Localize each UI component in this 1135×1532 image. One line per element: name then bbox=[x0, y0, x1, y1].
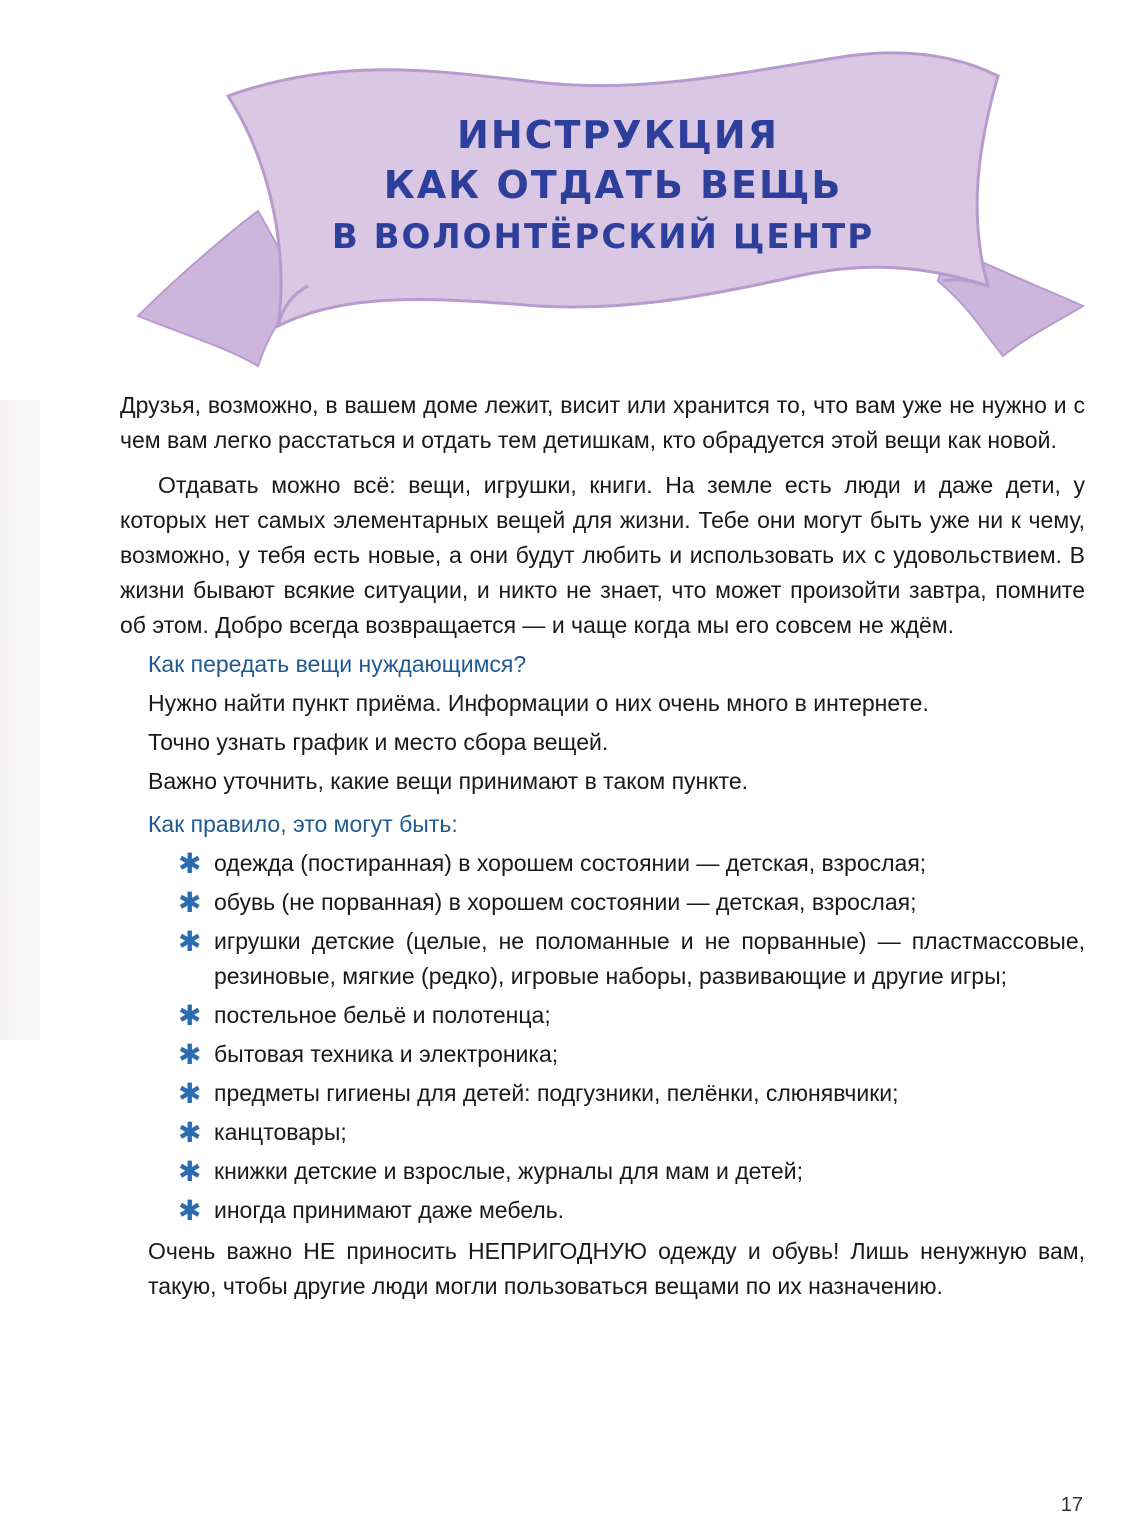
closing-paragraph: Очень важно НЕ приносить НЕПРИГОДНУЮ одежду и обувь! Лишь ненужную вам, такую, чтобы другие люди могли пользоваться вещами по их назначению. bbox=[148, 1238, 1085, 1299]
main-paragraph: Отдавать можно всё: вещи, игрушки, книги. На земле есть люди и даже дети, у которых нет самых элементарных вещей для жизни. Тебе они могут быть уже ни к чему, возможно, у тебя есть новые, а они будут любить и использовать их с удовольствием. В жизни бывают всякие ситуации, и никто не знает, что может произойти завтра, помните об этом. Добро всегда возвращается — и чаще когда мы его совсем не ждём. bbox=[120, 472, 1085, 638]
list-item-text: книжки детские и взрослые, журналы для мам и детей; bbox=[214, 1158, 803, 1184]
asterisk-bullet-icon: ✱ bbox=[178, 1039, 202, 1070]
list-item bbox=[178, 1115, 1085, 1150]
step-line: Точно узнать график и место сбора вещей. bbox=[148, 729, 609, 755]
asterisk-bullet-icon: ✱ bbox=[178, 1156, 202, 1187]
list-item-text: одежда (постиранная) в хорошем состоянии — детская, взрослая; bbox=[214, 850, 927, 876]
accepted-items-list bbox=[120, 846, 1085, 1228]
ribbon-illustration bbox=[108, 36, 1098, 386]
list-item bbox=[178, 846, 1085, 881]
list-item bbox=[178, 924, 1085, 994]
step-line: Нужно найти пункт приёма. Информации о них очень много в интернете. bbox=[148, 690, 929, 716]
list-item bbox=[178, 1193, 1085, 1228]
list-item bbox=[178, 998, 1085, 1033]
banner-title-line-2: как отдать вещь bbox=[383, 163, 843, 207]
asterisk-bullet-icon: ✱ bbox=[178, 887, 202, 918]
list-item-text: обувь (не порванная) в хорошем состоянии — детская, взрослая; bbox=[214, 889, 917, 915]
list-item-text: предметы гигиены для детей: подгузники, пелёнки, слюнявчики; bbox=[214, 1080, 899, 1106]
page-margin-shadow bbox=[0, 400, 40, 1040]
steps-block bbox=[120, 686, 1085, 799]
list-item-text: бытовая техника и электроника; bbox=[214, 1041, 559, 1067]
how-to-give-heading: Как передать вещи нуждающимся? bbox=[148, 651, 527, 677]
banner-title-line-3: в волонтёрский центр bbox=[331, 217, 875, 257]
list-item bbox=[178, 1154, 1085, 1189]
asterisk-bullet-icon: ✱ bbox=[178, 1195, 202, 1226]
banner-title-line-1: Инструкция bbox=[457, 113, 779, 157]
list-item-text: канцтовары; bbox=[214, 1119, 347, 1145]
page-number: 17 bbox=[1060, 1494, 1083, 1516]
asterisk-bullet-icon: ✱ bbox=[178, 1078, 202, 1109]
intro-paragraph: Друзья, возможно, в вашем доме лежит, висит или хранится то, что вам уже не нужно и с чем вам легко расстаться и отдать тем детишкам, кто обрадуется этой вещи как новой. bbox=[120, 392, 1085, 453]
list-heading: Как правило, это могут быть: bbox=[148, 811, 458, 837]
asterisk-bullet-icon: ✱ bbox=[178, 926, 202, 957]
asterisk-bullet-icon: ✱ bbox=[178, 1117, 202, 1148]
article-body bbox=[120, 388, 1085, 1304]
title-banner bbox=[108, 36, 1098, 386]
list-item bbox=[178, 1037, 1085, 1072]
asterisk-bullet-icon: ✱ bbox=[178, 848, 202, 879]
asterisk-bullet-icon: ✱ bbox=[178, 1000, 202, 1031]
list-item-text: иногда принимают даже мебель. bbox=[214, 1197, 565, 1223]
list-item bbox=[178, 885, 1085, 920]
list-item-text: игрушки детские (целые, не поломанные и не порванные) — пластмассовые, резиновые, мягкие (редко), игровые наборы, развивающие и другие игры; bbox=[214, 928, 1085, 989]
list-item-text: постельное бельё и полотенца; bbox=[214, 1002, 551, 1028]
step-line: Важно уточнить, какие вещи принимают в таком пункте. bbox=[148, 768, 748, 794]
list-item bbox=[178, 1076, 1085, 1111]
